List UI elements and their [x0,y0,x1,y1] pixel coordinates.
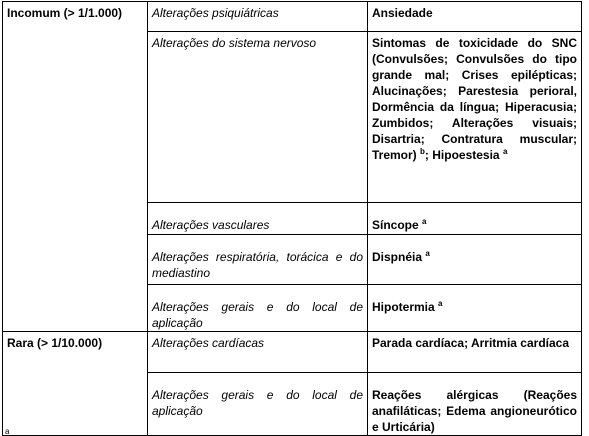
adverse-effect-cell [368,32,582,203]
effect-text: Hipotermia [372,300,439,314]
adverse-effect-cell: Ansiedade [368,2,582,32]
system-organ-class-cell: Alterações vasculares [148,203,368,235]
adverse-reactions-table-wrapper [2,1,582,436]
frequency-cell: Incomum (> 1/1.000) [3,2,148,32]
frequency-cell-empty [3,235,148,285]
footnote-marker: b [420,147,425,156]
frequency-cell-empty [3,32,148,203]
footnote-marker: a [425,249,430,258]
adverse-effect-cell [368,235,582,285]
adverse-reactions-table [2,1,582,436]
effect-text: Dispnéia [372,250,426,264]
system-organ-class-cell: Alterações psiquiátricas [148,2,368,32]
table-row [3,285,582,332]
table-row [3,203,582,235]
frequency-cell-empty [3,203,148,235]
frequency-cell: Rara (> 1/10.000) [3,332,148,373]
system-organ-class-cell: Alterações cardíacas [148,332,368,373]
system-organ-class-cell: Alterações gerais e do local de aplicação [148,285,368,332]
system-organ-class-cell: Alterações do sistema nervoso [148,32,368,203]
footnote-marker: a [438,299,443,308]
effect-text-continued: ; Hipoestesia [424,148,503,162]
table-row [3,332,582,373]
system-organ-class-cell: Alterações gerais e do local de aplicação [148,373,368,436]
frequency-cell-empty [3,373,148,436]
system-organ-class-cell: Alterações respiratória, torácica e do mediastino [148,235,368,285]
adverse-effect-cell [368,203,582,235]
footnote-marker: a [502,147,508,156]
footnote-marker: a [422,217,427,226]
table-row [3,235,582,285]
frequency-cell-empty [3,285,148,332]
effect-text: Síncope [372,218,423,232]
table-row [3,32,582,203]
footnote-fragment: a [5,429,10,435]
table-row [3,373,582,436]
adverse-effect-cell [368,285,582,332]
table-row [3,2,582,32]
adverse-effect-cell: Parada cardíaca; Arritmia cardíaca [368,332,582,373]
adverse-effect-cell: Reações alérgicas (Reações anafiláticas; Edema angioneurótico e Urticária) [368,373,582,436]
effect-text: Sintomas de toxicidade do SNC (Convulsões; Convulsões do tipo grande mal; Crises epilépticas; Alucinações; Parestesia perioral, Dormência da língua; Hiperacusia; Zumbidos; Alterações visuais; Disartria; Contratura muscular; Tremor) [372,36,577,162]
